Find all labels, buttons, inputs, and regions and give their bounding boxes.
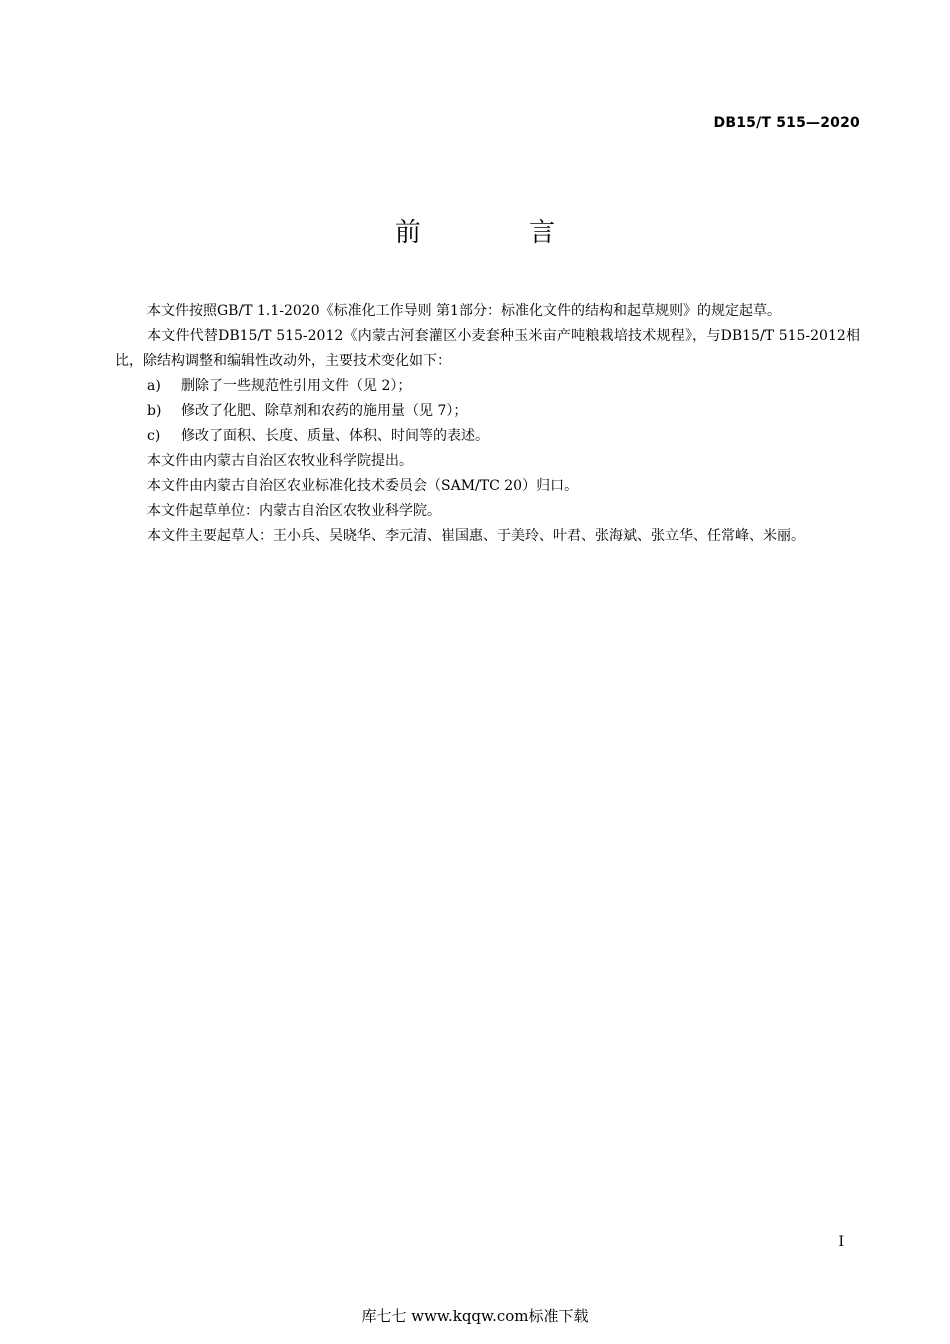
- page-title: 前 言: [394, 218, 606, 248]
- paragraph-drafters: 本文件主要起草人：王小兵、吴晓华、李元清、崔国惠、于美玲、叶君、张海斌、张立华、任常峰、米丽。: [147, 528, 805, 544]
- list-item: [115, 399, 860, 424]
- paragraph-committee: 本文件由内蒙古自治区农业标准化技术委员会（SAM/TC 20）归口。: [147, 478, 579, 494]
- footer-watermark: 库七七 www.kqqw.com标准下载: [361, 1307, 589, 1325]
- paragraph-replacement: 本文件代替DB15/T 515-2012《内蒙古河套灌区小麦套种玉米亩产吨粮栽培技术规程》，与DB15/T 515-2012相比，除结构调整和编辑性改动外，主要技术变化如下：: [115, 328, 860, 369]
- paragraph-drafting-unit: 本文件起草单位：内蒙古自治区农牧业科学院。: [147, 503, 441, 519]
- list-item: [115, 374, 860, 399]
- list-marker: c): [147, 428, 161, 444]
- foreword-content: [115, 299, 860, 549]
- list-item-text: 修改了面积、长度、质量、体积、时间等的表述。: [181, 428, 489, 444]
- list-marker: a): [147, 378, 161, 394]
- list-item: [115, 424, 860, 449]
- paragraph-drafting-rules: 本文件按照GB/T 1.1-2020《标准化工作导则 第1部分：标准化文件的结构和起草规则》的规定起草。: [147, 303, 781, 319]
- list-item-text: 修改了化肥、除草剂和农药的施用量（见 7）；: [181, 403, 468, 419]
- list-marker: b): [147, 403, 162, 419]
- page-number: I: [838, 1234, 844, 1250]
- paragraph-proposer: 本文件由内蒙古自治区农牧业科学院提出。: [147, 453, 413, 469]
- list-item-text: 删除了一些规范性引用文件（见 2）；: [181, 378, 412, 394]
- document-code: DB15/T 515—2020: [713, 115, 860, 131]
